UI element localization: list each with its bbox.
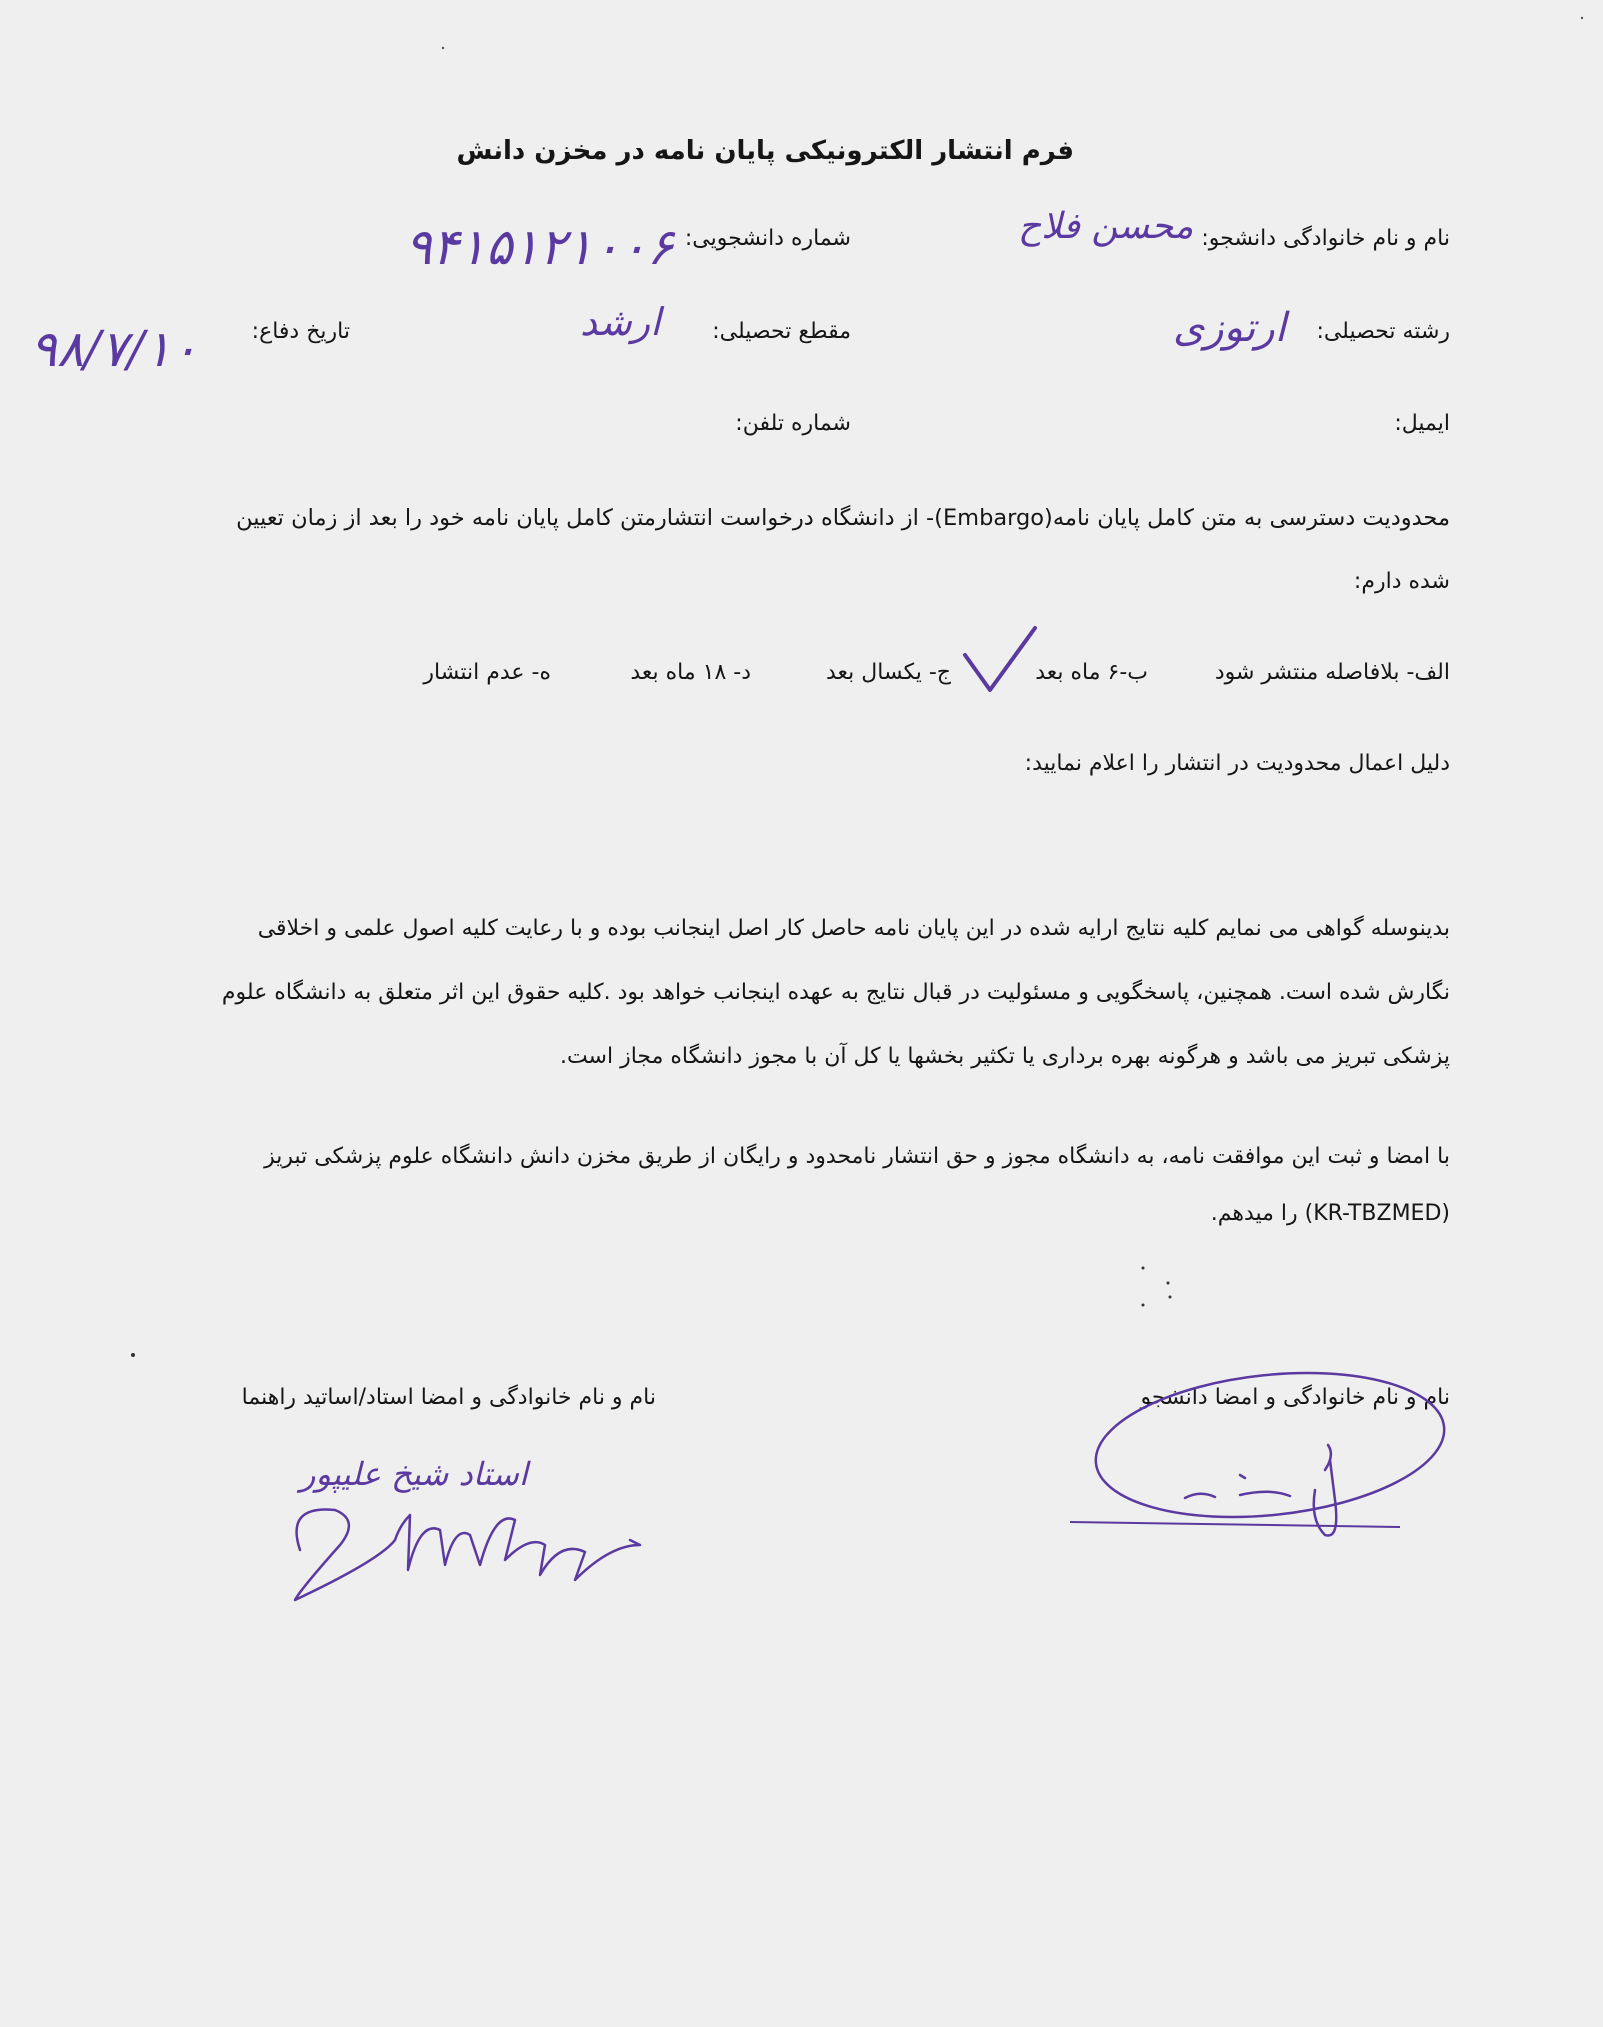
embargo-option-immediate: الف- بلافاصله منتشر شود [1214, 660, 1450, 685]
embargo-option-6-months: ب-۶ ماه بعد [1035, 660, 1148, 685]
phone-label: شماره تلفن: [735, 411, 851, 436]
consent-line-2: (KR-TBZMED) را میدهم. [1210, 1201, 1450, 1226]
supervisor-handwritten-name: استاد شیخ علیپور [300, 1455, 528, 1493]
level-handwritten: ارشد [580, 300, 661, 344]
scan-dot [442, 47, 444, 49]
student-number-handwritten: ۹۴۱۵۱۲۱۰۰۶ [405, 218, 674, 276]
checkmark-icon [965, 628, 1035, 690]
major-handwritten: ارتوزی [1173, 305, 1286, 351]
embargo-option-18-months: د- ۱۸ ماه بعد [630, 660, 751, 685]
embargo-option-no-publish: ه- عدم انتشار [423, 660, 551, 685]
scan-dot [1142, 1304, 1145, 1307]
form-title: فرم انتشار الکترونیکی پایان نامه در مخزن دانش [456, 136, 1074, 166]
reason-label: دلیل اعمال محدودیت در انتشار را اعلام نمایید: [1024, 751, 1450, 776]
supervisor-signature-label: نام و نام خانوادگی و امضا استاد/اساتید راهنما [241, 1385, 656, 1410]
embargo-text-line-2: شده دارم: [1353, 569, 1450, 594]
embargo-option-1-year: ج- یکسال بعد [826, 660, 951, 685]
student-signature-label: نام و نام خانوادگی و امضا دانشجو [1140, 1385, 1450, 1410]
declaration-line-3: پزشکی تبریز می باشد و هرگونه بهره برداری یا تکثیر بخشها یا کل آن با مجوز دانشگاه مجاز است. [559, 1044, 1450, 1069]
scan-dot [1167, 1282, 1170, 1285]
defense-date-handwritten: ۹۸/۷/۱۰ [30, 320, 198, 378]
student-signature-oval [1089, 1357, 1452, 1533]
declaration-line-1: بدینوسله گواهی می نمایم کلیه نتایج ارایه شده در این پایان نامه حاصل کار اصل اینجانب بوده و با رعایت کلیه اصول علمی و اخلاقی [257, 916, 1450, 941]
embargo-text-line-1: محدودیت دسترسی به متن کامل پایان نامه(Embargo)- از دانشگاه درخواست انتشارمتن کامل پایان نامه خود را بعد از زمان تعیین [236, 505, 1450, 531]
declaration-line-2: نگارش شده است. همچنین، پاسخگویی و مسئولیت در قبال نتایج به عهده اینجانب خواهد بود .کلیه حقوق این اثر متعلق به دانشگاه علوم [221, 980, 1450, 1005]
student-name-handwritten: محسن فلاح [1018, 206, 1194, 247]
defense-date-label: تاریخ دفاع: [251, 319, 350, 344]
scan-dot [1169, 1296, 1172, 1299]
student-number-label: شماره دانشجویی: [684, 226, 851, 251]
major-label: رشته تحصیلی: [1316, 319, 1450, 344]
email-label: ایمیل: [1394, 411, 1450, 436]
consent-line-1: با امضا و ثبت این موافقت نامه، به دانشگاه مجوز و حق انتشار نامحدود و رایگان از طریق مخزن دانش دانشگاه علوم پزشکی تبریز [264, 1144, 1450, 1169]
scan-dot [1581, 17, 1583, 19]
student-signature-line [1070, 1522, 1400, 1527]
student-name-label: نام و نام خانوادگی دانشجو: [1201, 226, 1450, 251]
level-label: مقطع تحصیلی: [712, 319, 851, 344]
scan-dot [131, 1353, 135, 1357]
student-signature-scribble [1185, 1445, 1336, 1536]
scan-dot [1142, 1267, 1145, 1270]
supervisor-signature [295, 1510, 640, 1601]
